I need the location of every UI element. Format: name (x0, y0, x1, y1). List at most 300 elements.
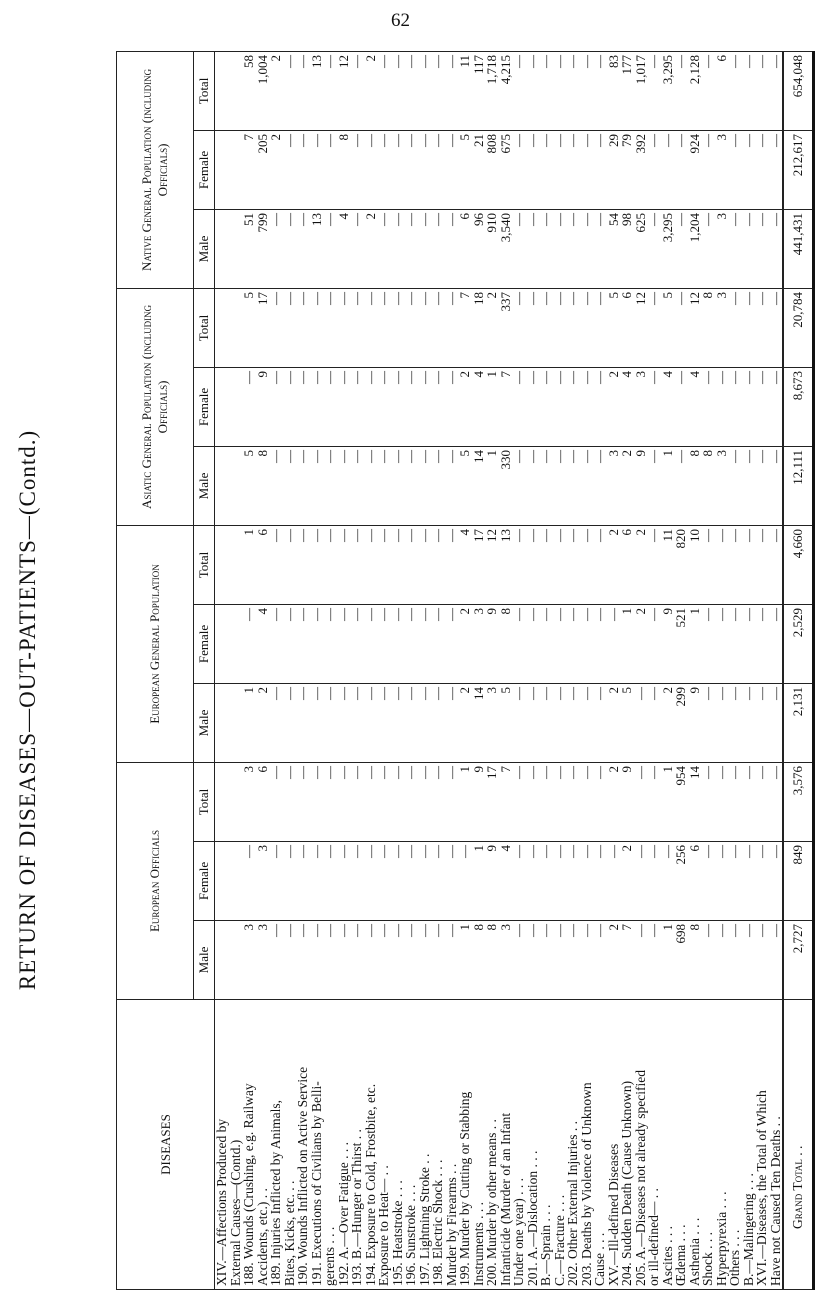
table-cell: — (310, 130, 324, 209)
table-cell: — (553, 288, 567, 367)
table-cell: — (323, 762, 337, 841)
table-cell: 9 (485, 604, 499, 683)
table-cell: 8 (337, 130, 351, 209)
table-row (283, 51, 297, 1289)
table-cell: — (418, 367, 432, 446)
table-cell: 2 (607, 367, 621, 446)
table-cell: — (350, 525, 364, 604)
table-cell: — (391, 762, 405, 841)
table-cell: — (418, 604, 432, 683)
table-cell: 2 (269, 51, 283, 130)
table-cell: — (526, 921, 540, 1000)
table-cell: — (283, 51, 297, 130)
table-cell: 9 (688, 683, 702, 762)
table-cell: — (350, 130, 364, 209)
table-cell: — (391, 842, 405, 921)
disease-label: Shock . . . (701, 1000, 715, 1290)
disease-label: 204. Sudden Death (Cause Unknown) (620, 1000, 634, 1290)
subheader-total: Total (194, 762, 215, 841)
table-cell: 4 (256, 604, 270, 683)
table-cell: — (269, 209, 283, 288)
table-cell: 98 (620, 209, 634, 288)
table-cell: — (512, 683, 526, 762)
table-cell: — (323, 604, 337, 683)
table-cell: — (526, 51, 540, 130)
table-cell: — (391, 209, 405, 288)
table-cell: 9 (661, 604, 675, 683)
table-cell: 3 (242, 921, 256, 1000)
table-cell: — (431, 51, 445, 130)
table-row (404, 51, 418, 1289)
disease-label: Bites, Kicks, etc. . . (283, 1000, 297, 1290)
table-cell: — (337, 525, 351, 604)
table-cell: — (593, 683, 607, 762)
table-cell: — (296, 51, 310, 130)
table-cell: — (755, 130, 769, 209)
disease-label: Infanticide (Murder of an Infant (499, 1000, 513, 1290)
table-row (512, 51, 526, 1289)
table-cell: — (728, 604, 742, 683)
table-cell: 820 (674, 525, 688, 604)
table-cell (215, 209, 229, 288)
table-cell: — (377, 762, 391, 841)
table-cell: — (742, 525, 756, 604)
table-cell: 5 (661, 288, 675, 367)
table-cell: — (377, 51, 391, 130)
table-cell: 8 (688, 921, 702, 1000)
table-cell: 9 (634, 446, 648, 525)
table-cell: — (404, 51, 418, 130)
table-cell: — (445, 209, 459, 288)
table-cell: — (431, 446, 445, 525)
table-cell: — (391, 683, 405, 762)
table-cell: — (445, 446, 459, 525)
table-cell: — (431, 209, 445, 288)
table-cell: 3 (256, 921, 270, 1000)
table-cell: — (742, 683, 756, 762)
table-cell: — (634, 842, 648, 921)
disease-label: Instruments . . . (472, 1000, 486, 1290)
table-cell: — (364, 446, 378, 525)
grand-total-row (783, 51, 814, 1289)
diseases-table (116, 51, 815, 1290)
table-cell: 17 (472, 525, 486, 604)
table-cell: — (553, 525, 567, 604)
table-cell: — (418, 842, 432, 921)
table-cell: — (769, 683, 784, 762)
table-cell: 2 (256, 683, 270, 762)
table-cell (229, 367, 243, 446)
grand-total-cell: 4,660 (783, 525, 814, 604)
table-row (485, 51, 499, 1289)
disease-label: Others . . . (728, 1000, 742, 1290)
table-cell: 4,215 (499, 51, 513, 130)
table-cell (229, 525, 243, 604)
table-cell: — (728, 51, 742, 130)
table-cell: — (418, 921, 432, 1000)
table-row (647, 51, 661, 1289)
table-cell: — (701, 51, 715, 130)
table-cell: 9 (472, 762, 486, 841)
table-cell: — (742, 209, 756, 288)
table-cell: — (445, 842, 459, 921)
grand-total-cell: 3,576 (783, 762, 814, 841)
table-cell: — (580, 921, 594, 1000)
table-cell: — (323, 209, 337, 288)
table-cell: — (283, 288, 297, 367)
table-cell: — (715, 921, 729, 1000)
table-cell: — (296, 842, 310, 921)
table-cell: 1 (620, 604, 634, 683)
table-cell: — (566, 367, 580, 446)
table-cell: — (337, 288, 351, 367)
table-cell: 83 (607, 51, 621, 130)
table-cell: — (512, 130, 526, 209)
table-cell: — (647, 209, 661, 288)
table-row (728, 51, 742, 1289)
table-cell: — (350, 446, 364, 525)
table-cell: — (715, 842, 729, 921)
table-cell: — (647, 130, 661, 209)
table-cell: — (728, 525, 742, 604)
table-cell: 2 (661, 683, 675, 762)
table-cell: — (512, 762, 526, 841)
table-cell: — (593, 762, 607, 841)
table-cell: — (269, 288, 283, 367)
table-row (215, 51, 229, 1289)
table-cell: 1 (688, 604, 702, 683)
disease-label: XV.—Ill-defined Diseases (607, 1000, 621, 1290)
table-cell: — (634, 921, 648, 1000)
table-cell (229, 604, 243, 683)
table-cell: — (647, 683, 661, 762)
table-cell: — (566, 130, 580, 209)
subheader-male: Male (194, 446, 215, 525)
table-cell: 2 (364, 209, 378, 288)
table-cell: — (431, 288, 445, 367)
table-cell: — (377, 525, 391, 604)
table-cell: — (364, 525, 378, 604)
disease-label: 196. Sunstroke . . . (404, 1000, 418, 1290)
table-cell: 1 (485, 367, 499, 446)
table-row (526, 51, 540, 1289)
disease-label: C.—Fracture . . . (553, 1000, 567, 1290)
table-cell: — (580, 288, 594, 367)
table-cell: — (674, 51, 688, 130)
table-cell: — (364, 288, 378, 367)
table-cell: 4 (499, 842, 513, 921)
table-cell: — (242, 842, 256, 921)
table-cell: — (755, 525, 769, 604)
table-cell: 1 (661, 446, 675, 525)
table-cell: — (296, 762, 310, 841)
table-cell: 7 (458, 288, 472, 367)
table-cell: — (715, 762, 729, 841)
table-cell: — (391, 51, 405, 130)
table-cell: — (593, 130, 607, 209)
table-cell: 5 (242, 446, 256, 525)
table-cell: 337 (499, 288, 513, 367)
table-cell: 1 (242, 525, 256, 604)
table-cell: — (769, 762, 784, 841)
table-cell: — (742, 446, 756, 525)
table-cell (229, 921, 243, 1000)
table-cell: — (296, 604, 310, 683)
table-cell (215, 446, 229, 525)
table-cell: — (742, 288, 756, 367)
subheader-male: Male (194, 921, 215, 1000)
table-cell: — (310, 525, 324, 604)
table-cell (215, 762, 229, 841)
table-cell: 299 (674, 683, 688, 762)
table-cell: 4 (472, 367, 486, 446)
table-cell: 1 (458, 921, 472, 1000)
table-cell: 3 (256, 842, 270, 921)
table-cell: — (580, 683, 594, 762)
table-row (377, 51, 391, 1289)
table-cell: 3 (242, 762, 256, 841)
table-cell: — (580, 367, 594, 446)
table-cell: — (647, 51, 661, 130)
table-cell: — (580, 209, 594, 288)
table-cell: — (553, 51, 567, 130)
table-cell: — (755, 288, 769, 367)
table-cell: — (755, 921, 769, 1000)
table-cell: — (296, 367, 310, 446)
table-row (674, 51, 688, 1289)
table-cell: — (728, 762, 742, 841)
table-cell: — (526, 683, 540, 762)
table-cell: 12 (688, 288, 702, 367)
table-cell: 17 (485, 762, 499, 841)
table-cell (215, 921, 229, 1000)
table-cell: 10 (688, 525, 702, 604)
table-cell: 6 (620, 525, 634, 604)
subheader-total: Total (194, 51, 215, 130)
table-cell: 51 (242, 209, 256, 288)
table-cell: — (269, 842, 283, 921)
table-cell: — (242, 367, 256, 446)
table-cell: — (337, 446, 351, 525)
table-cell: — (647, 446, 661, 525)
table-row (715, 51, 729, 1289)
table-cell: — (526, 842, 540, 921)
table-cell: — (310, 446, 324, 525)
table-cell: — (283, 762, 297, 841)
table-cell: — (431, 604, 445, 683)
table-cell (215, 367, 229, 446)
table-cell: 3 (634, 367, 648, 446)
table-cell: 9 (620, 762, 634, 841)
disease-label: Have not Caused Ten Deaths . . (769, 1000, 784, 1290)
table-cell: 21 (472, 130, 486, 209)
table-cell: 5 (458, 130, 472, 209)
table-cell: — (553, 130, 567, 209)
table-cell: — (566, 604, 580, 683)
table-cell: — (404, 446, 418, 525)
table-cell: — (647, 604, 661, 683)
table-row (634, 51, 648, 1289)
table-cell: — (364, 921, 378, 1000)
table-cell: — (539, 525, 553, 604)
table-cell: — (404, 762, 418, 841)
table-cell (229, 209, 243, 288)
table-cell: 698 (674, 921, 688, 1000)
disease-label: 198. Electric Shock . . . (431, 1000, 445, 1290)
table-cell: 5 (499, 683, 513, 762)
table-cell: 11 (458, 51, 472, 130)
grand-total-label: Grand Total . . (783, 1000, 814, 1290)
table-cell: 2 (620, 842, 634, 921)
table-row (593, 51, 607, 1289)
table-cell: — (350, 604, 364, 683)
table-cell: — (728, 683, 742, 762)
table-cell: 3 (607, 446, 621, 525)
table-cell: 29 (607, 130, 621, 209)
table-cell: 14 (688, 762, 702, 841)
table-cell: 12 (337, 51, 351, 130)
table-cell: 1 (242, 683, 256, 762)
table-cell: — (418, 288, 432, 367)
table-cell: 8 (472, 921, 486, 1000)
table-cell (215, 683, 229, 762)
table-row (296, 51, 310, 1289)
table-cell: — (512, 446, 526, 525)
table-cell: — (769, 446, 784, 525)
grand-total-cell: 212,617 (783, 130, 814, 209)
table-cell: — (391, 525, 405, 604)
disease-label: 197. Lightning Stroke . . (418, 1000, 432, 1290)
table-cell: — (526, 367, 540, 446)
table-cell: — (580, 51, 594, 130)
subheader-female: Female (194, 604, 215, 683)
table-cell: 5 (620, 683, 634, 762)
table-cell: — (337, 367, 351, 446)
table-cell: — (553, 209, 567, 288)
table-cell: 12 (634, 288, 648, 367)
table-cell: — (445, 762, 459, 841)
table-cell: — (553, 842, 567, 921)
table-cell: — (377, 604, 391, 683)
disease-label: Hyperpyrexia . . . (715, 1000, 729, 1290)
table-cell: — (728, 209, 742, 288)
table-cell: 521 (674, 604, 688, 683)
table-cell: 1 (485, 446, 499, 525)
table-cell: — (553, 921, 567, 1000)
subheader-female: Female (194, 367, 215, 446)
table-row (701, 51, 715, 1289)
disease-label: 205. A.—Diseases not already specified (634, 1000, 648, 1290)
table-cell: 8 (701, 446, 715, 525)
table-cell: 8 (688, 446, 702, 525)
table-cell: — (553, 683, 567, 762)
table-cell: — (580, 842, 594, 921)
table-cell (215, 604, 229, 683)
table-cell: 330 (499, 446, 513, 525)
disease-label: 195. Heatstroke . . . (391, 1000, 405, 1290)
table-cell: 2 (458, 683, 472, 762)
table-cell: 924 (688, 130, 702, 209)
table-row (607, 51, 621, 1289)
grand-total-cell: 8,673 (783, 367, 814, 446)
table-cell: 8 (256, 446, 270, 525)
table-cell: — (350, 288, 364, 367)
table-cell: — (337, 842, 351, 921)
table-cell: — (526, 604, 540, 683)
table-cell: — (661, 130, 675, 209)
disease-label: 188. Wounds (Crushing, e.g. Railway (242, 1000, 256, 1290)
table-cell: — (526, 130, 540, 209)
table-cell: — (418, 130, 432, 209)
table-cell: — (404, 604, 418, 683)
table-cell (215, 288, 229, 367)
table-cell: — (404, 130, 418, 209)
table-cell: 3 (499, 921, 513, 1000)
table-cell: — (593, 604, 607, 683)
table-cell: — (701, 762, 715, 841)
table-cell: — (593, 842, 607, 921)
table-cell: — (755, 367, 769, 446)
grand-total-cell: 2,727 (783, 921, 814, 1000)
table-cell: — (323, 288, 337, 367)
table-cell: 13 (310, 209, 324, 288)
table-cell: 54 (607, 209, 621, 288)
table-cell: 4 (337, 209, 351, 288)
disease-label: XVI.—Diseases, the Total of Which (755, 1000, 769, 1290)
table-cell: — (323, 525, 337, 604)
table-cell: — (350, 762, 364, 841)
table-cell (215, 525, 229, 604)
table-cell: — (701, 604, 715, 683)
table-cell: — (607, 604, 621, 683)
table-cell (229, 762, 243, 841)
table-cell: 2 (634, 604, 648, 683)
diseases-header: DISEASES (117, 1000, 215, 1290)
table-cell: 3 (472, 604, 486, 683)
table-cell: 8 (701, 288, 715, 367)
table-cell: — (647, 842, 661, 921)
table-cell: — (647, 525, 661, 604)
table-body (215, 51, 814, 1289)
table-cell: — (728, 130, 742, 209)
table-cell: — (269, 921, 283, 1000)
table-cell: — (445, 130, 459, 209)
table-cell: — (458, 842, 472, 921)
table-cell: — (634, 762, 648, 841)
table-cell: 3 (715, 130, 729, 209)
table-cell: 6 (688, 842, 702, 921)
table-cell: — (377, 921, 391, 1000)
disease-label: 201. A.—Dislocation . . . (526, 1000, 540, 1290)
grand-total-cell: 20,784 (783, 288, 814, 367)
table-cell: 2,128 (688, 51, 702, 130)
table-cell: — (418, 209, 432, 288)
table-cell: 808 (485, 130, 499, 209)
table-cell: 6 (256, 762, 270, 841)
table-cell: — (769, 288, 784, 367)
table-cell: — (539, 288, 553, 367)
table-cell: — (742, 367, 756, 446)
table-cell: 11 (661, 525, 675, 604)
table-cell: — (742, 130, 756, 209)
table-cell: 13 (499, 525, 513, 604)
table-cell: 1,017 (634, 51, 648, 130)
table-row (661, 51, 675, 1289)
table-cell: 96 (472, 209, 486, 288)
table-cell: — (593, 446, 607, 525)
table-cell: — (364, 683, 378, 762)
table-row (364, 51, 378, 1289)
